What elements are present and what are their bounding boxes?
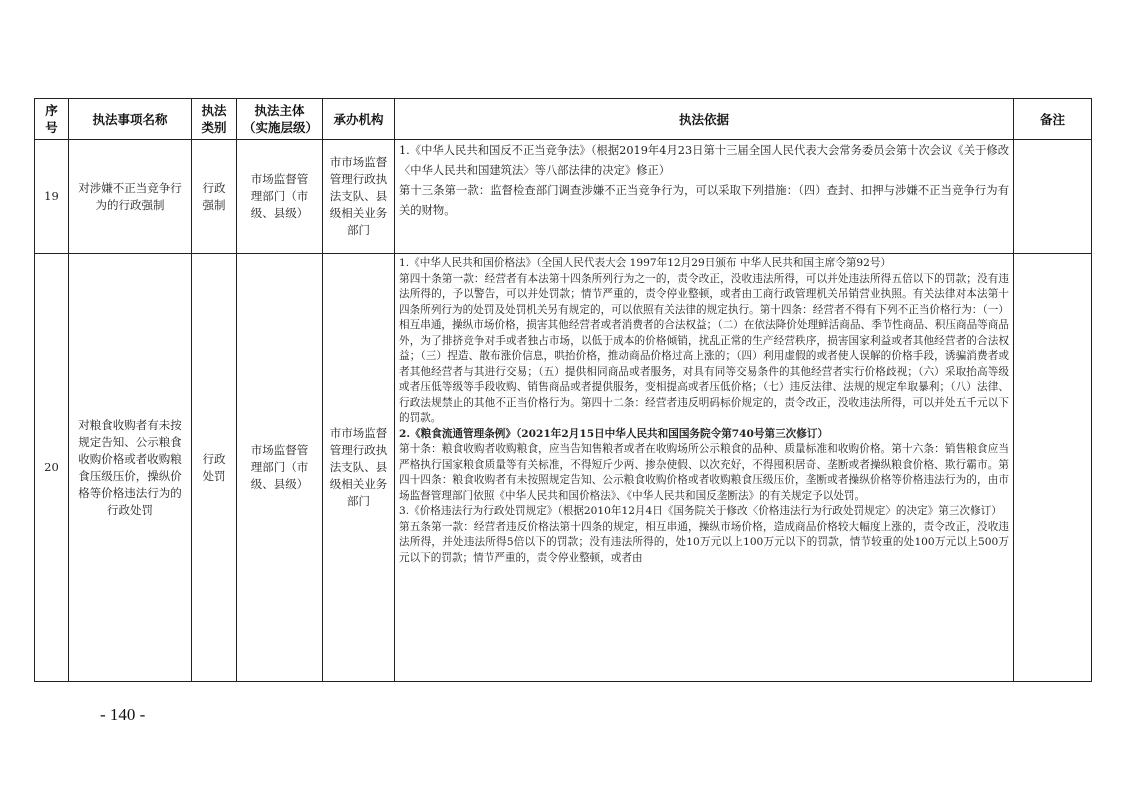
table-row [35,254,1092,682]
row-item-name-text: 对粮食收购者有未按规定告知、公示粮食收购价格或者收购粮食压级压价，操纵价格等价格违法行为的行政处罚 [78,417,182,517]
row-item-name-text: 对涉嫌不正当竞争行为的行政强制 [78,180,182,212]
basis-paragraph: 2.《粮食流通管理条例》（2021年2月15日中华人民共和国国务院令第740号第三次修订） [399,427,829,440]
row-item-name [69,254,192,682]
row-remark [1014,254,1092,682]
row-basis [395,140,1014,254]
row-subject-text: 市场监督管理部门（市级、县级） [250,443,309,491]
basis-paragraph: 第五条第一款：经营者违反价格法第十四条的规定，相互串通，操纵市场价格，造成商品价格较大幅度上涨的，责令改正，没收违法所得，并处违法所得5倍以下的罚款；没有违法所得的，处10万元以上100万元以下的罚款，情节较重的处100万元以上500万元以下的罚款；情节严重的，责令停业整顿，或者由 [399,520,1009,564]
row-seq: 20 [35,254,69,682]
basis-paragraph: 1.《中华人民共和国价格法》（全国人民代表大会 1997年12月29日颁布 中华人民共和国主席令第92号） [399,257,892,269]
row-seq: 19 [35,140,69,254]
row-subject-text: 市场监督管理部门（市级、县级） [250,172,309,220]
header-remark: 备注 [1014,99,1092,140]
row-agency-text: 市市场监督管理行政执法支队、县级相关业务部门 [329,426,388,508]
row-agency [323,140,395,254]
basis-paragraph: 第四十条第一款：经营者有本法第十四条所列行为之一的，责令改正，没收违法所得，可以并处违法所得五倍以下的罚款；没有违法所得的，予以警告，可以并处罚款；情节严重的，责令停业整顿，或者由工商行政管理机关吊销营业执照。有关法律对本法第十四条所列行为的处罚及处罚机关另有规定的，可以依照有关法律的规定执行。第十四条：经营者不得有下列不正当价格行为：（一）相互串通，操纵市场价格，损害其他经营者或者消费者的合法权益；（二）在依法降价处理鲜活商品、季节性商品、积压商品等商品外，为了排挤竞争对手或者独占市场，以低于成本的价格倾销，扰乱正常的生产经营秩序，损害国家利益或者其他经营者的合法权益；（三）捏造、散布涨价信息，哄抬价格，推动商品价格过高上涨的；（四）利用虚假的或者使人误解的价格手段，诱骗消费者或者其他经营者与其进行交易；（五）提供相同商品或者服务，对具有同等交易条件的其他经营者实行价格歧视；（六）采取抬高等级或者压低等级等手段收购、销售商品或者提供服务，变相提高或者压低价格；（七）违反法律、法规的规定牟取暴利；（八）法律、行政法规禁止的其他不正当价格行为。第四十二条：经营者违反明码标价规定的，责令改正，没收违法所得，可以并处五千元以下的罚款。 [399,272,1009,424]
table-row [35,140,1092,254]
row-item-name [69,140,192,254]
basis-paragraph: 第十三条第一款：监督检查部门调查涉嫌不正当竞争行为，可以采取下列措施：（四）查封、扣押与涉嫌不正当竞争行为有关的财物。 [399,183,1009,217]
row-category [192,254,237,682]
header-category: 执法类别 [192,99,237,140]
row-subject [237,140,323,254]
row-category-text: 行政处罚 [202,451,226,483]
header-basis: 执法依据 [395,99,1014,140]
basis-paragraph: 第十条：粮食收购者收购粮食，应当告知售粮者或者在收购场所公示粮食的品种、质量标准和收购价格。第十六条：销售粮食应当严格执行国家粮食质量等有关标准，不得短斤少两、掺杂使假、以次充好，不得囤积居奇、垄断或者操纵粮食价格、欺行霸市。第四十四条：粮食收购者有未按照规定告知、公示粮食收购价格或者收购粮食压级压价，垄断或者操纵价格等价格违法行为的，由市场监督管理部门依照《中华人民共和国价格法》、《中华人民共和国反垄断法》的有关规定予以处罚。 [399,443,1009,502]
header-subject: 执法主体（实施层级） [237,99,323,140]
row-category-text: 行政强制 [202,180,226,212]
header-seq: 序号 [35,99,69,140]
page-number: - 140 - [100,705,146,724]
enforcement-table [34,98,1092,682]
header-item-name: 执法事项名称 [69,99,192,140]
row-category [192,140,237,254]
row-agency [323,254,395,682]
header-agency: 承办机构 [323,99,395,140]
row-basis [395,254,1014,682]
header-row [35,99,1092,140]
row-agency-text: 市市场监督管理行政执法支队、县级相关业务部门 [329,155,388,237]
basis-paragraph: 1.《中华人民共和国反不正当竞争法》（根据2019年4月23日第十三届全国人民代表大会常务委员会第十次会议《关于修改〈中华人民共和国建筑法〉等八部法律的决定》修正） [399,143,1009,177]
row-remark [1014,140,1092,254]
basis-paragraph: 3.《价格违法行为行政处罚规定》（根据2010年12月4日《国务院关于修改〈价格违法行为行政处罚规定〉的决定》第三次修订） [399,505,1002,517]
row-subject [237,254,323,682]
